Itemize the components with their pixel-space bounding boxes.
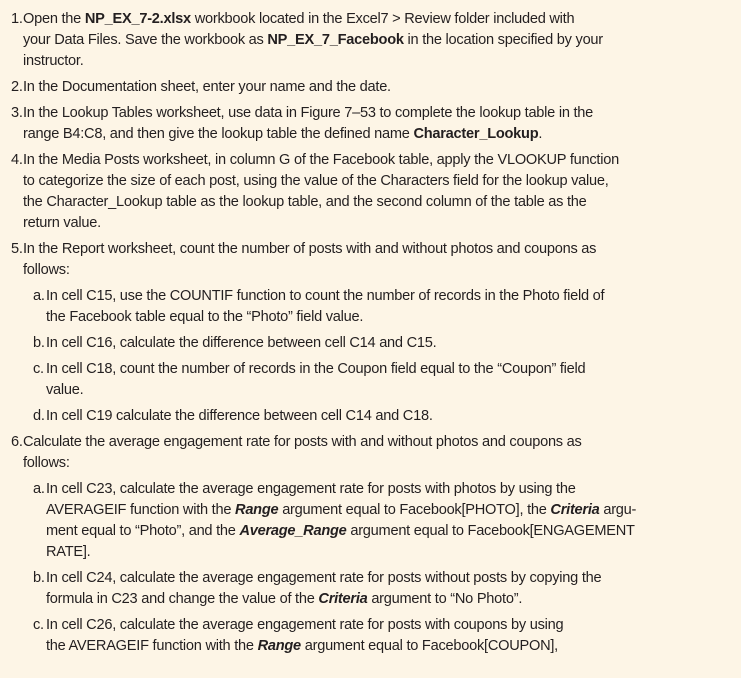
text-segment: to categorize the size of each post, using the value of the Characters field for the lookup value, [23,173,609,189]
step-marker: 2. [11,79,23,95]
text-segment: argu- [599,502,637,518]
step-marker: b. [33,570,45,586]
text-segment: follows: [23,455,70,471]
substep-item [0,359,741,401]
step-marker: 6. [11,434,23,450]
text-line [0,615,741,636]
text-line [0,568,741,589]
substep-item [0,568,741,610]
step-item [0,239,741,281]
emphasized-text: Range [257,638,301,654]
text-segment: ment equal to “Photo”, and the [46,523,240,539]
text-segment: In cell C24, calculate the average engagement rate for posts without posts by copying the [46,570,602,586]
text-line [0,260,741,281]
step-marker: a. [33,288,45,304]
step-marker: a. [33,481,45,497]
text-segment: formula in C23 and change the value of the [46,591,319,607]
text-line [0,239,741,260]
text-line [0,406,741,427]
text-segment: RATE]. [46,544,91,560]
text-line [0,359,741,380]
text-segment: argument equal to Facebook[ENGAGEMENT [346,523,635,539]
text-line [0,380,741,401]
text-segment: In the Lookup Tables worksheet, use data in Figure 7–53 to complete the lookup table in the [23,105,594,121]
text-segment: the Character_Lookup table as the lookup table, and the second column of the table as the [23,194,587,210]
step-marker: b. [33,335,45,351]
substep-item [0,333,741,354]
text-line [0,432,741,453]
substep-item [0,406,741,427]
text-line [0,589,741,610]
substep-item [0,479,741,563]
step-marker: c. [33,617,44,633]
emphasized-text: Criteria [550,502,600,518]
text-line [0,479,741,500]
text-line [0,51,741,72]
text-segment: value. [46,382,84,398]
emphasized-text: Average_Range [239,523,347,539]
text-segment: argument to “No Photo”. [367,591,523,607]
text-segment: in the location specified by your [403,32,603,48]
step-marker: 4. [11,152,23,168]
step-item [0,77,741,98]
text-line [0,286,741,307]
text-segment: argument equal to Facebook[PHOTO], the [278,502,551,518]
text-segment: your Data Files. Save the workbook as [23,32,268,48]
text-segment: return value. [23,215,101,231]
step-item [0,103,741,145]
text-segment: argument equal to Facebook[COUPON], [300,638,558,654]
text-segment: the Facebook table equal to the “Photo” field value. [46,309,364,325]
substep-item [0,615,741,657]
step-item [0,432,741,474]
text-segment: In the Report worksheet, count the number of posts with and without photos and coupons as [23,241,597,257]
text-segment: In cell C15, use the COUNTIF function to count the number of records in the Photo field of [46,288,605,304]
text-line [0,542,741,563]
text-line [0,171,741,192]
text-segment: workbook located in the Excel7 > Review folder included with [190,11,575,27]
text-line [0,333,741,354]
emphasized-text: Range [235,502,279,518]
text-line [0,636,741,657]
emphasized-text: NP_EX_7-2.xlsx [84,11,191,27]
text-line [0,192,741,213]
text-line [0,307,741,328]
text-segment: In cell C18, count the number of records in the Coupon field equal to the “Coupon” field [46,361,586,377]
instructions-document [0,4,741,657]
step-marker: d. [33,408,45,424]
text-segment: follows: [23,262,70,278]
text-line [0,9,741,30]
text-segment: the AVERAGEIF function with the [46,638,258,654]
text-segment: In the Media Posts worksheet, in column G of the Facebook table, apply the VLOOKUP function [23,152,619,168]
step-marker: 5. [11,241,23,257]
emphasized-text: NP_EX_7_Facebook [267,32,404,48]
text-segment: range B4:C8, and then give the lookup table the defined name [23,126,414,142]
text-line [0,521,741,542]
text-segment: In cell C19 calculate the difference between cell C14 and C18. [46,408,433,424]
text-segment: In cell C16, calculate the difference between cell C14 and C15. [46,335,437,351]
emphasized-text: Character_Lookup [413,126,539,142]
text-segment: Open the [23,11,85,27]
step-marker: 3. [11,105,23,121]
step-item [0,9,741,72]
text-line [0,30,741,51]
text-segment: AVERAGEIF function with the [46,502,236,518]
text-line [0,500,741,521]
text-line [0,453,741,474]
text-segment: . [538,126,543,142]
text-segment: Calculate the average engagement rate for posts with and without photos and coupons as [23,434,582,450]
text-segment: instructor. [23,53,84,69]
substep-item [0,286,741,328]
text-segment: In cell C26, calculate the average engagement rate for posts with coupons by using [46,617,564,633]
step-marker: c. [33,361,44,377]
text-segment: In cell C23, calculate the average engagement rate for posts with photos by using the [46,481,576,497]
emphasized-text: Criteria [318,591,368,607]
text-line [0,103,741,124]
text-line [0,150,741,171]
step-item [0,150,741,234]
text-segment: In the Documentation sheet, enter your name and the date. [23,79,391,95]
text-line [0,124,741,145]
step-marker: 1. [11,11,23,27]
text-line [0,213,741,234]
text-line [0,77,741,98]
